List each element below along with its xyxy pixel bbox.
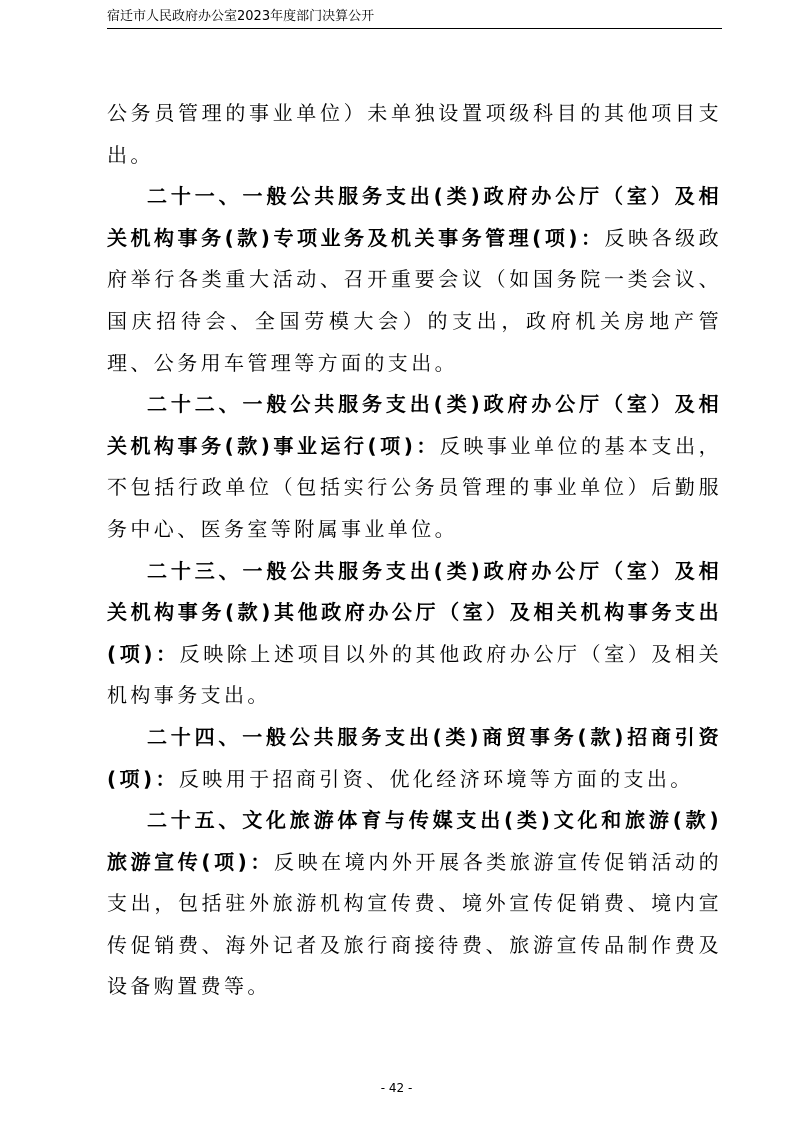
paragraph-heading: 二十一、一般公共服务支出(类)政府办公厅（室）及相关机构事务(款)专项业务及机关事务管理(项)： bbox=[107, 184, 722, 250]
paragraph-body: 反映在境内外开展各类旅游宣传促销活动的支出，包括驻外旅游机构宣传费、境外宣传促销费、境内宣传促销费、海外记者及旅行商接待费、旅游宣传品制作费及设备购置费等。 bbox=[107, 849, 722, 999]
paragraph-body: 反映除上述项目以外的其他政府办公厅（室）及相关机构事务支出。 bbox=[107, 641, 722, 708]
paragraph-continuation bbox=[107, 93, 722, 176]
paragraph-item-23 bbox=[107, 551, 722, 717]
paragraph-heading: 二十三、一般公共服务支出(类)政府办公厅（室）及相关机构事务(款)其他政府办公厅（室）及相关机构事务支出(项)： bbox=[107, 558, 722, 666]
paragraph-item-21 bbox=[107, 176, 722, 384]
paragraph-heading: 二十四、一般公共服务支出(类)商贸事务(款)招商引资(项)： bbox=[107, 724, 722, 791]
paragraph-heading: 二十二、一般公共服务支出(类)政府办公厅（室）及相关机构事务(款)事业运行(项)： bbox=[107, 392, 722, 458]
document-body bbox=[107, 93, 722, 1008]
page-footer bbox=[0, 1081, 793, 1095]
paragraph-item-24 bbox=[107, 717, 722, 800]
paragraph-item-22 bbox=[107, 384, 722, 550]
paragraph-body: 反映用于招商引资、优化经济环境等方面的支出。 bbox=[178, 766, 694, 791]
paragraph-body: 反映事业单位的基本支出，不包括行政单位（包括实行公务员管理的事业单位）后勤服务中心、医务室等附属事业单位。 bbox=[107, 433, 722, 541]
paragraph-body: 反映各级政府举行各类重大活动、召开重要会议（如国务院一类会议、国庆招待会、全国劳模大会）的支出，政府机关房地产管理、公务用车管理等方面的支出。 bbox=[107, 225, 723, 375]
paragraph-item-25 bbox=[107, 800, 722, 1008]
paragraph-heading: 二十五、文化旅游体育与传媒支出(类)文化和旅游(款)旅游宣传(项)： bbox=[107, 808, 722, 874]
page-number: - 42 - bbox=[380, 1081, 413, 1095]
page-header bbox=[107, 6, 722, 29]
paragraph-body: 公务员管理的事业单位）未单独设置项级科目的其他项目支出。 bbox=[107, 101, 722, 167]
header-title: 宿迁市人民政府办公室2023年度部门决算公开 bbox=[107, 9, 375, 24]
